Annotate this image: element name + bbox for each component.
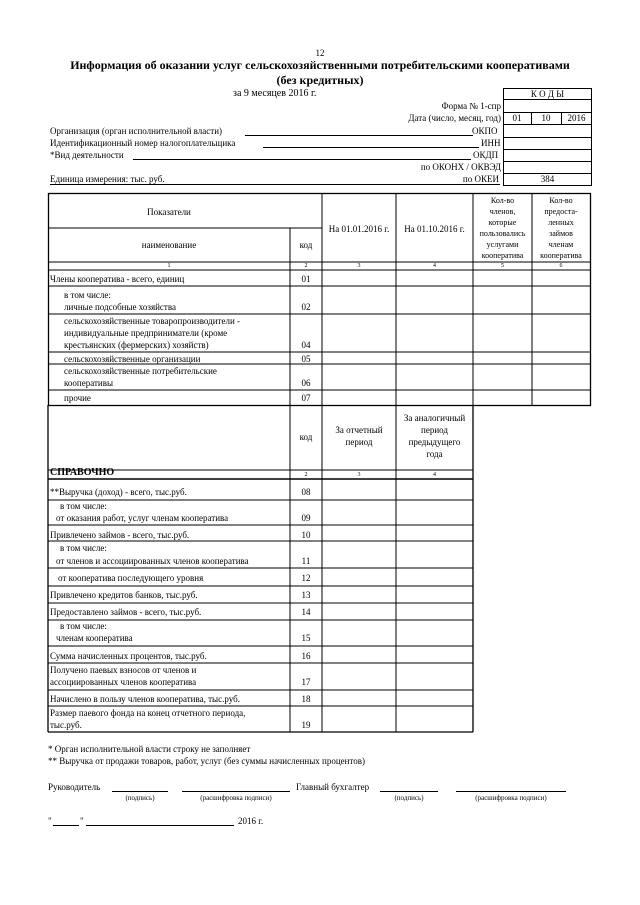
reference-heading: СПРАВОЧНО [50, 467, 115, 478]
row-code: 17 [301, 677, 311, 687]
row-code: 15 [301, 633, 311, 643]
table-row: Получено паевых взносов от членов и [50, 665, 197, 675]
footnote-1: * Орган исполнительной власти строку не заполняет [48, 744, 251, 754]
unit-label: Единица измерения: тыс. руб. [50, 174, 165, 184]
col-num-5: 5 [501, 263, 504, 269]
row-code: 08 [301, 487, 311, 497]
form-label: Форма № 1-спр [441, 101, 501, 111]
org-label: Организация (орган исполнительной власти) [50, 126, 223, 136]
table-row: Сумма начисленных процентов, тыс.руб. [50, 651, 207, 661]
head-decode-field[interactable] [182, 791, 290, 792]
table-row: в том числе: [60, 543, 107, 553]
table-row: Размер паевого фонда на конец отчетного периода, [50, 708, 246, 718]
date-month-field[interactable] [86, 825, 234, 826]
table-row: Привлечено займов - всего, тыс.руб. [50, 530, 190, 540]
inn-row-label: Идентификационный номер налогоплательщика [50, 138, 236, 148]
table-row: сельскохозяйственные потребительские [64, 366, 217, 376]
col-num-3b: 3 [357, 472, 361, 478]
table-row: личные подсобные хозяйства [64, 302, 176, 312]
table-row: в том числе: [64, 290, 111, 300]
col-num-3: 3 [357, 263, 361, 269]
period: за 9 месяцев 2016 г. [233, 88, 317, 99]
header-code-2: код [299, 432, 313, 442]
accountant-decode-field[interactable] [456, 791, 566, 792]
row-code: 02 [301, 302, 311, 312]
date-day-field[interactable] [53, 825, 79, 826]
row-code: 06 [301, 378, 311, 388]
activity-label: *Вид деятельности [50, 150, 124, 160]
table-row: Начислено в пользу членов кооператива, тыс.руб. [50, 694, 240, 704]
header-date1: На 01.01.2016 г. [328, 224, 390, 234]
okonh-label: по ОКОНХ / ОКВЭД [420, 162, 501, 172]
head-signature-field[interactable] [112, 791, 168, 792]
table-row: кооперативы [64, 378, 114, 388]
row-code: 13 [301, 590, 311, 600]
quote-open: " [48, 816, 52, 826]
table-row: Привлечено кредитов банков, тыс.руб. [50, 590, 198, 600]
row-code: 05 [301, 354, 311, 364]
col-num-1: 1 [167, 263, 171, 269]
header-prev-period: За аналогичный период предыдущего года [403, 413, 466, 459]
quote-close: " [80, 816, 84, 826]
table-row: Члены кооператива - всего, единиц [50, 274, 185, 284]
row-code: 11 [301, 556, 311, 566]
row-code: 19 [301, 720, 311, 730]
date-label: Дата (число, месяц, год) [408, 113, 501, 123]
accountant-label: Главный бухгалтер [296, 782, 370, 792]
row-code: 04 [301, 340, 311, 350]
row-code: 16 [301, 651, 311, 661]
row-code: 10 [301, 530, 311, 540]
date-year[interactable]: 2016 [567, 113, 586, 123]
accountant-signature-field[interactable] [380, 791, 438, 792]
page-number: 12 [315, 48, 325, 58]
okdp-label: ОКДП [473, 150, 499, 160]
row-code: 07 [301, 393, 311, 403]
table-row: от оказания работ, услуг членам кооператива [56, 513, 229, 523]
table-row: крестьянских (фермерских) хозяйств) [64, 340, 209, 350]
table-row: в том числе: [60, 621, 107, 631]
table-row: в том числе: [60, 501, 107, 511]
header-members: Кол-во членов, которые пользовались услугами кооператива [479, 196, 526, 260]
col-num-2: 2 [304, 263, 308, 269]
codes-header: К О Д Ы [530, 89, 565, 99]
header-name: наименование [141, 240, 197, 250]
head-decode-caption: (расшифровка подписи) [200, 794, 272, 802]
year-suffix: 2016 г. [238, 816, 264, 826]
date-month[interactable]: 10 [541, 113, 551, 123]
row-code: 18 [301, 694, 311, 704]
header-loans: Кол-во предоста- ленных займов членам кооператива [540, 196, 582, 260]
row-code: 12 [301, 573, 311, 583]
table-row: от членов и ассоциированных членов кооператива [56, 556, 249, 566]
accountant-sign-caption: (подпись) [394, 794, 424, 802]
col-num-4: 4 [433, 263, 436, 269]
table-row: тыс.руб. [50, 720, 82, 730]
col-num-4b: 4 [433, 472, 436, 478]
footnote-2: ** Выручка от продажи товаров, работ, услуг (без суммы начисленных процентов) [48, 756, 366, 766]
table-row: сельскохозяйственные организации [64, 354, 201, 364]
table-row: членам кооператива [56, 633, 133, 643]
okei-value: 384 [540, 174, 555, 184]
table-row: сельскохозяйственные товаропроизводители - [64, 316, 241, 326]
okei-label: по ОКЕИ [462, 174, 499, 184]
head-label: Руководитель [48, 782, 101, 792]
inn-label: ИНН [481, 138, 501, 148]
title-line2: (без кредитных) [276, 73, 364, 87]
title-line1: Информация об оказании услуг сельскохозяйственными потребительскими кооперативами [70, 58, 570, 72]
header-indicators: Показатели [147, 207, 191, 217]
table-row: ассоциированных членов кооператива [50, 677, 197, 687]
col-num-2b: 2 [304, 472, 308, 478]
okpo-label: ОКПО [472, 126, 498, 136]
header-period: За отчетный период [335, 425, 383, 447]
accountant-decode-caption: (расшифровка подписи) [475, 794, 547, 802]
col-num-6: 6 [559, 263, 563, 269]
row-code: 01 [301, 274, 311, 284]
head-sign-caption: (подпись) [125, 794, 155, 802]
header-code: код [299, 240, 313, 250]
table-row: индивидуальные предприниматели (кроме [64, 328, 228, 338]
row-code: 14 [301, 607, 311, 617]
table-row: **Выручка (доход) - всего, тыс.руб. [50, 487, 187, 497]
row-code: 09 [301, 513, 311, 523]
table-row: прочие [64, 393, 91, 403]
table-row: от кооператива последующего уровня [58, 573, 204, 583]
table-row: Предоставлено займов - всего, тыс.руб. [50, 607, 202, 617]
header-date2: На 01.10.2016 г. [404, 224, 465, 234]
date-day[interactable]: 01 [512, 113, 522, 123]
